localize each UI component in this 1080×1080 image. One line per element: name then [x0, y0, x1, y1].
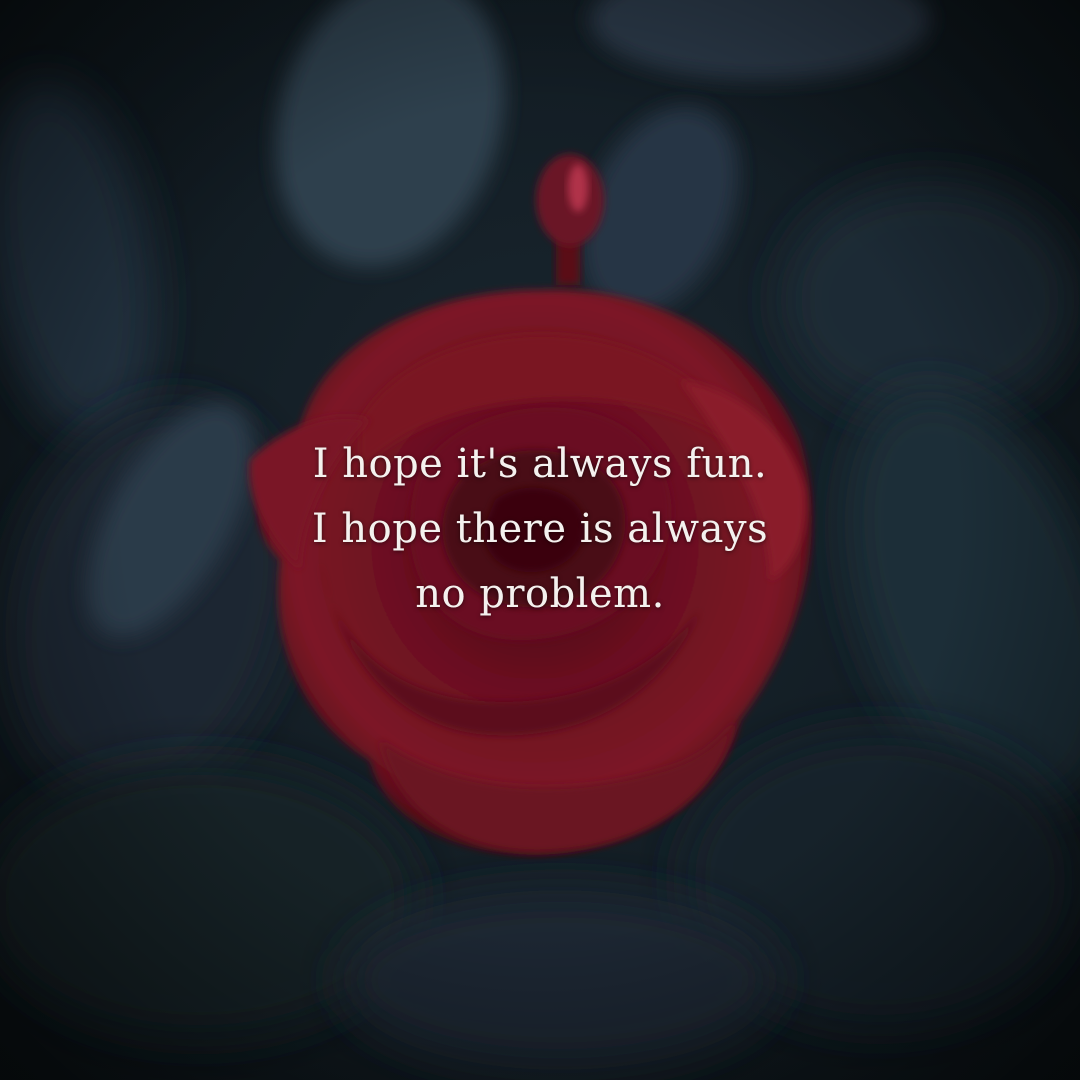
quote-line-2: I hope there is always	[311, 506, 769, 552]
quote-text	[140, 432, 940, 627]
quote-line-1: I hope it's always fun.	[312, 441, 768, 487]
quote-line-3: no problem.	[415, 571, 665, 617]
